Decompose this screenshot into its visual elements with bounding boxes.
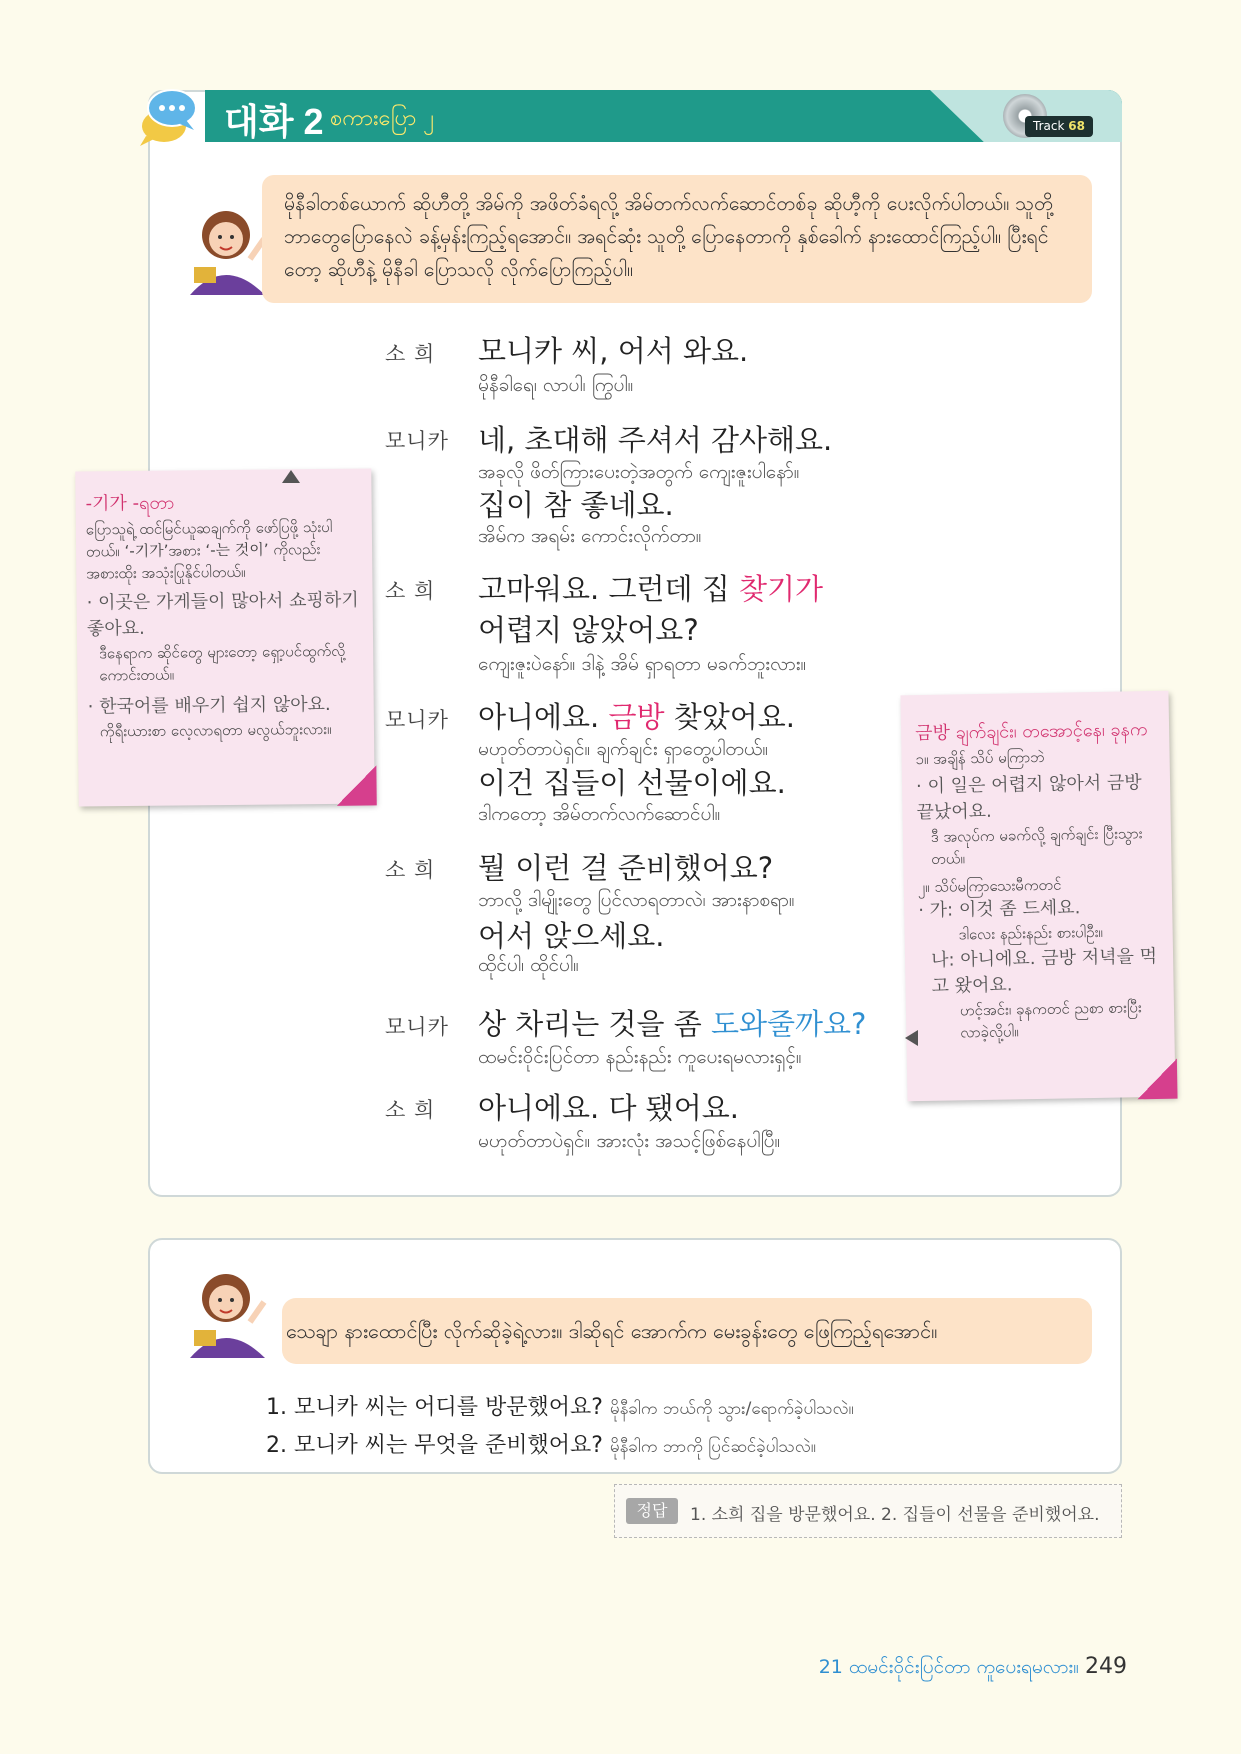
- dialogue-line-korean: 어서 앉으세요.: [478, 919, 665, 953]
- note-title: 금방 ချက်ချင်း၊ တအောင့်နေ၊ ခုနက: [914, 719, 1148, 745]
- dialogue-line-korean: [478, 567, 823, 608]
- dialogue-line-burmese: ကျေးဇူးပဲနော်။ ဒါနဲ့ အိမ် ရှာရတာ မခက်ဘူးလား။: [478, 653, 807, 675]
- highlight-expression: 금방: [608, 700, 665, 734]
- speaker-monica: 모니카: [385, 1015, 449, 1039]
- intro-text: မိုနီခါတစ်ယောက် ဆိုဟီတို့ အိမ်ကို အဖိတ်ခံရလို့ အိမ်တက်လက်ဆောင်တစ်ခု ဆိုဟီ့ကို ပေးလိုက်ပါတယ်။ သူတို့ ဘာတွေပြောနေလဲ ခန့်မှန်းကြည့်ရအောင်။ အရင်ဆုံး သူတို့ ပြောနေတာကို နှစ်ခေါက် နားထောင်ကြည့်ပါ။ ပြီးရင်တော့ ဆိုဟီနဲ့ မိုနီခါ ပြောသလို လိုက်ပြောကြည့်ပါ။: [284, 192, 1054, 281]
- dialogue-line-burmese: မဟုတ်တာပဲရှင်။ အားလုံး အသင့်ဖြစ်နေပါပြီ။: [478, 1130, 781, 1152]
- speaker-sohee: 소 희: [385, 579, 436, 603]
- grammar-note-left: [75, 468, 374, 806]
- dialogue-line-korean: [478, 695, 795, 736]
- arrow-left-icon: [905, 1030, 918, 1046]
- dialogue-line-burmese: ထိုင်ပါ၊ ထိုင်ပါ။: [478, 954, 579, 976]
- question-korean: 1. 모니카 씨는 어디를 방문했어요?: [266, 1395, 603, 1420]
- dialogue-line-burmese: မိုနီခါရေ၊ လာပါ၊ ကြွပါ။: [478, 374, 634, 396]
- note-example-burmese: ဒီ အလုပ်က မခက်လို့ ချက်ချင်း ပြီးသွားတယ်။: [930, 824, 1143, 868]
- page-fold: [1137, 1059, 1178, 1100]
- note-example-korean: · 가: 이것 좀 드세요.: [918, 897, 1081, 922]
- highlight-expression: 찾기가: [739, 572, 824, 606]
- question-korean: 2. 모니카 씨는 무엇을 준비했어요?: [266, 1433, 603, 1458]
- section-subtitle: စကားပြော ၂: [330, 106, 434, 131]
- answer-badge: 정답: [626, 1498, 678, 1524]
- dialogue-line-burmese: အိမ်က အရမ်း ကောင်းလိုက်တာ။: [478, 525, 702, 547]
- note-example-korean: · 이곳은 가게들이 많아서 쇼핑하기 좋아요.: [86, 589, 359, 640]
- dialogue-text: 상 차리는 것을 좀: [478, 1007, 711, 1041]
- speaker-sohee: 소 희: [385, 1098, 436, 1122]
- note-example-korean: · 한국어를 배우기 쉽지 않아요.: [87, 693, 331, 718]
- note-example-burmese: ကိုရီးယားစာ လေ့လာရတာ မလွယ်ဘူးလား။: [99, 719, 332, 741]
- dialogue-text: 아니에요.: [478, 700, 609, 734]
- dialogue-line-burmese: မဟုတ်တာပဲရှင်။ ချက်ချင်း ရှာတွေ့ပါတယ်။: [478, 738, 769, 760]
- vocab-note-right: [900, 691, 1175, 1102]
- dialogue-line-korean: 네, 초대해 주셔서 감사해요.: [478, 423, 833, 457]
- question-intro: သေချာ နားထောင်ပြီး လိုက်ဆိုခဲ့ရဲ့လား။ ဒါဆိုရင် အောက်က မေးခွန်းတွေ ဖြေကြည့်ရအောင်။: [282, 1298, 1092, 1364]
- dialogue-line-korean: [478, 1002, 866, 1043]
- dialogue-line-korean: 이건 집들이 선물이에요.: [478, 766, 786, 800]
- note-example-burmese: ဟင့်အင်း၊ ခုနကတင် ညစာ စားပြီး လာခဲ့လို့ပါ။: [959, 998, 1142, 1042]
- speaker-monica: 모니카: [385, 708, 449, 732]
- dialogue-line-burmese: အခုလို ဖိတ်ကြားပေးတဲ့အတွက် ကျေးဇူးပါနော်။: [478, 461, 800, 483]
- teacher-illustration: [180, 195, 270, 299]
- arrow-up-icon: [282, 470, 300, 483]
- dialogue-line-korean: 모니카 씨, 어서 와요.: [478, 334, 749, 368]
- dialogue-line-korean: 뭘 이런 걸 준비했어요?: [478, 851, 774, 885]
- dialogue-line-korean: 어렵지 않았어요?: [478, 613, 699, 647]
- intro-box: [262, 175, 1092, 303]
- speaker-sohee: 소 희: [385, 342, 436, 366]
- speaker-sohee: 소 희: [385, 858, 436, 882]
- dialogue-line-burmese: ဒါကတော့ အိမ်တက်လက်ဆောင်ပါ။: [478, 803, 721, 825]
- section-title: 대화 2: [224, 101, 324, 142]
- answer-text: 1. 소희 집을 방문했어요. 2. 집들이 선물을 준비했어요.: [690, 1505, 1100, 1525]
- speaker-monica: 모니카: [385, 429, 449, 453]
- dialogue-text: 고마워요. 그런데 집: [478, 572, 739, 606]
- question-burmese: မိုနီခါက ဘာကို ပြင်ဆင်ခဲ့ပါသလဲ။: [609, 1437, 816, 1457]
- note-title: -기가 -ရတာ: [85, 492, 175, 515]
- dialogue-line-burmese: ထမင်းဝိုင်းပြင်တာ နည်းနည်း ကူပေးရမလားရှင့်။: [478, 1046, 802, 1068]
- note-example-korean: 나: 아니에요. 금방 저녁을 먹고 왔어요.: [930, 945, 1158, 997]
- note-sense: ၁။ အချိန် သိပ် မကြာဘဲ: [915, 747, 1045, 769]
- teacher-illustration: [180, 1258, 270, 1362]
- highlight-expression: 도와줄까요?: [710, 1007, 867, 1041]
- dialogue-text: 찾았어요.: [664, 700, 796, 734]
- chapter-title: 21 ထမင်းဝိုင်းပြင်တာ ကူပေးရမလား။: [818, 1656, 1079, 1678]
- note-description: ပြောသူရဲ့ ထင်မြင်ယူဆချက်ကို ဖော်ပြဖို့ သုံးပါတယ်။ ‘-기가’အစား ‘-는 것이’ ကိုလည်း အစားထိုး အသုံးပြုနိုင်ပါတယ်။: [85, 517, 333, 583]
- track-badge[interactable]: [1025, 116, 1093, 137]
- speech-bubble-icon: [136, 86, 200, 148]
- page-fold: [336, 765, 376, 805]
- note-sense: ၂။ သိပ်မကြာသေးမီကတင်: [917, 875, 1062, 897]
- page-number: 249: [1085, 1654, 1127, 1679]
- dialogue-line-burmese: ဘာလို့ ဒါမျိုးတွေ ပြင်လာရတာလဲ၊ အားနာစရာ။: [478, 889, 795, 911]
- note-example-korean: · 이 일은 어렵지 않아서 금방 끝났어요.: [915, 772, 1142, 824]
- dialogue-line-korean: 집이 참 좋네요.: [478, 488, 674, 522]
- question-burmese: မိုနီခါက ဘယ်ကို သွား/ရောက်ခဲ့ပါသလဲ။: [609, 1399, 854, 1419]
- dialogue-line-korean: 아니에요. 다 됐어요.: [478, 1091, 739, 1125]
- page-footer: [819, 1654, 1127, 1683]
- question-item: [266, 1428, 816, 1461]
- track-number: 68: [1068, 119, 1085, 133]
- note-example-burmese: ဒီနေရာက ဆိုင်တွေ များတော့ ရှော့ပင်ထွက်လို့ ကောင်းတယ်။: [99, 641, 346, 685]
- question-item: [266, 1390, 854, 1423]
- track-label: Track: [1033, 119, 1065, 133]
- note-example-burmese: ဒါလေး နည်းနည်း စားပါဦး။: [958, 922, 1104, 944]
